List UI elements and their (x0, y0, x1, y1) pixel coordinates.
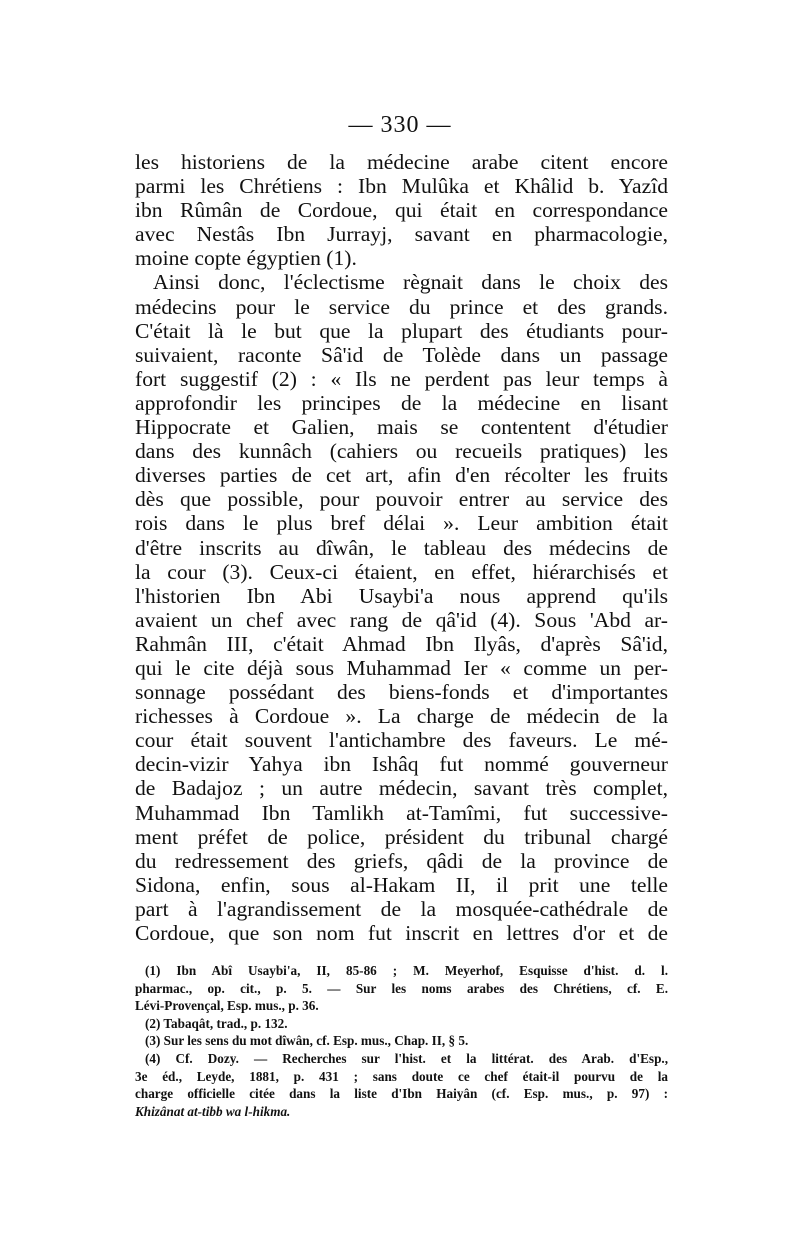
body-line: moine copte égyptien (1). (135, 246, 357, 271)
body-line: Rahmân III, c'était Ahmad Ibn Ilyâs, d'après Sâ'id, (135, 631, 668, 656)
body-line: part à l'agrandissement de la mosquée-cathédrale de (135, 896, 668, 921)
body-line: Muhammad Ibn Tamlikh at-Tamîmi, fut successive- (135, 800, 668, 825)
body-line: l'historien Ibn Abi Usaybi'a nous apprend qu'ils (135, 583, 668, 608)
body-line: decin-vizir Yahya ibn Ishâq fut nommé gouverneur (135, 752, 668, 777)
body-text (135, 150, 668, 945)
body-line: C'était là le but que la plupart des étudiants pour- (135, 318, 668, 343)
body-line: les historiens de la médecine arabe citent encore (135, 150, 668, 174)
body-line: d'être inscrits au dîwân, le tableau des médecins de (135, 535, 668, 560)
body-line: sonnage possédant des biens-fonds et d'importantes (135, 680, 668, 705)
body-line: avaient un chef avec rang de qâ'id (4). Sous 'Abd ar- (135, 607, 668, 632)
body-line: fort suggestif (2) : « Ils ne perdent pas leur temps à (135, 366, 668, 391)
body-line: Sidona, enfin, sous al-Hakam II, il prit une telle (135, 872, 668, 897)
body-line: parmi les Chrétiens : Ibn Mulûka et Khâlid b. Yazîd (135, 174, 668, 199)
footnote-line: (3) Sur les sens du mot dîwân, cf. Esp. mus., Chap. II, § 5. (145, 1033, 469, 1049)
page-number: — 330 — (348, 112, 452, 138)
footnote-line: Khizânat at-tibb wa l-hikma. (135, 1103, 291, 1119)
footnote-line: pharmac., op. cit., p. 5. — Sur les noms arabes des Chrétiens, cf. E. (135, 980, 668, 996)
footnote-line: (2) Tabaqât, trad., p. 132. (145, 1015, 288, 1031)
body-line: Hippocrate et Galien, mais se contentent d'étudier (135, 415, 668, 440)
body-line: suivaient, raconte Sâ'id de Tolède dans un passage (135, 342, 668, 367)
body-line: dans des kunnâch (cahiers ou recueils pratiques) les (135, 439, 668, 464)
body-line: richesses à Cordoue ». La charge de médecin de la (135, 704, 668, 729)
body-line: Ainsi donc, l'éclectisme règnait dans le choix des (153, 270, 668, 295)
body-line: de Badajoz ; un autre médecin, savant très complet, (135, 776, 668, 801)
body-line: rois dans le plus bref délai ». Leur ambition était (135, 511, 668, 536)
body-line: dès que possible, pour pouvoir entrer au service des (135, 487, 668, 512)
body-line: du redressement des griefs, qâdi de la province de (135, 848, 668, 873)
footnote-line: (1) Ibn Abî Usaybi'a, II, 85-86 ; M. Meyerhof, Esquisse d'hist. d. l. (145, 963, 668, 978)
body-line: la cour (3). Ceux-ci étaient, en effet, hiérarchisés et (135, 559, 668, 584)
footnote-line: charge officielle citée dans la liste d'Ibn Haiyân (cf. Esp. mus., p. 97) : (135, 1086, 668, 1102)
footnotes (135, 962, 668, 1120)
body-line: ibn Rûmân de Cordoue, qui était en correspondance (135, 198, 668, 223)
body-line: diverses parties de cet art, afin d'en récolter les fruits (135, 463, 668, 488)
footnote-line: 3e éd., Leyde, 1881, p. 431 ; sans doute ce chef était-il pourvu de la (135, 1068, 668, 1084)
body-line: cour était souvent l'antichambre des faveurs. Le mé- (135, 728, 668, 753)
body-line: avec Nestâs Ibn Jurrayj, savant en pharmacologie, (135, 222, 668, 247)
footnote-line: Lévi-Provençal, Esp. mus., p. 36. (135, 998, 319, 1014)
body-line: ment préfet de police, président du tribunal chargé (135, 824, 668, 849)
footnote-line: (4) Cf. Dozy. — Recherches sur l'hist. et la littérat. des Arab. d'Esp., (145, 1050, 668, 1066)
body-line: qui le cite déjà sous Muhammad Ier « comme un per- (135, 655, 668, 680)
body-line: approfondir les principes de la médecine en lisant (135, 390, 668, 415)
body-line: médecins pour le service du prince et des grands. (135, 294, 668, 319)
body-line: Cordoue, que son nom fut inscrit en lettres d'or et de (135, 921, 668, 945)
